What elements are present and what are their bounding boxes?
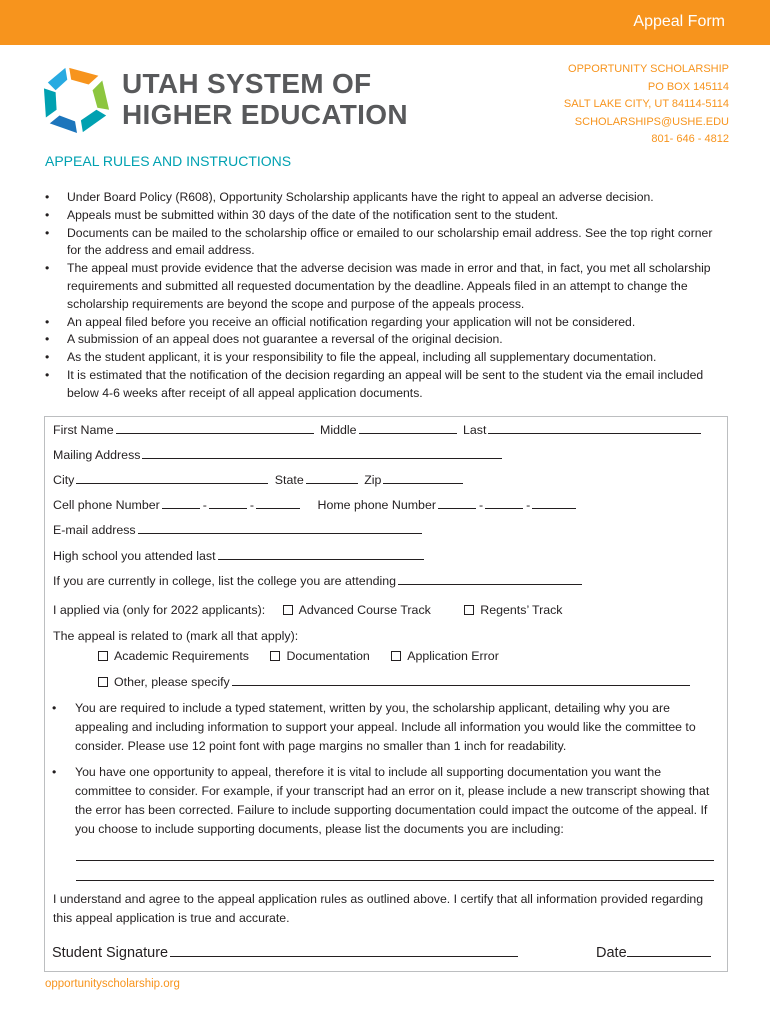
- organization-name: [122, 68, 408, 130]
- address-email[interactable]: SCHOLARSHIPS@USHE.EDU: [574, 115, 729, 128]
- last-name-label: Last: [463, 423, 487, 437]
- rule-item: • As the student applicant, it is your responsibility to file the appeal, including all supplementary documentation.: [45, 349, 725, 367]
- other-field[interactable]: [232, 674, 690, 686]
- phone-row: [53, 497, 579, 512]
- first-name-label: First Name: [53, 423, 114, 437]
- email-row: [53, 522, 425, 537]
- application-error-label: Application Error: [407, 649, 499, 663]
- documents-list-line[interactable]: [76, 860, 714, 861]
- mailing-address-row: [53, 447, 505, 462]
- academic-requirements-option[interactable]: [98, 649, 249, 663]
- cell-phone-line-field[interactable]: [256, 497, 300, 509]
- rule-item: • The appeal must provide evidence that the adverse decision was made in error and that, in fact, you met all scholarship requirements and submitted all requested documentation by the deadline. Appeals filed in an attempt to change the scholarship requirements are beyond the scope and purpose of the appeals process.: [45, 260, 725, 313]
- middle-name-label: Middle: [320, 423, 357, 437]
- documentation-option[interactable]: [270, 649, 369, 663]
- home-phone-line-field[interactable]: [532, 497, 576, 509]
- academic-requirements-label: Academic Requirements: [114, 649, 249, 663]
- cell-phone-label: Cell phone Number: [53, 498, 160, 512]
- home-phone-prefix-field[interactable]: [485, 497, 523, 509]
- documents-instructions: [52, 763, 716, 839]
- phone-separator: -: [202, 498, 207, 512]
- home-phone-label: Home phone Number: [317, 498, 436, 512]
- home-phone-area-field[interactable]: [438, 497, 476, 509]
- rule-item: • Appeals must be submitted within 30 days of the date of the notification sent to the student.: [45, 207, 725, 225]
- academic-requirements-checkbox[interactable]: [98, 651, 108, 661]
- other-label: Other, please specify: [114, 675, 230, 689]
- applied-via-row: [53, 603, 580, 617]
- advanced-course-track-option[interactable]: [283, 603, 431, 617]
- other-row: [98, 674, 693, 689]
- mailing-address-label: Mailing Address: [53, 448, 141, 462]
- phone-separator: -: [526, 498, 531, 512]
- mailing-address-field[interactable]: [142, 447, 502, 459]
- advanced-course-track-label: Advanced Course Track: [298, 603, 431, 617]
- header-bar: [0, 0, 770, 45]
- college-label: If you are currently in college, list the college you are attending: [53, 574, 397, 588]
- regents-track-option[interactable]: [464, 603, 562, 617]
- documentation-label: Documentation: [286, 649, 370, 663]
- state-label: State: [274, 473, 304, 487]
- rule-item: • Documents can be mailed to the scholarship office or emailed to our scholarship email address. See the top right corner for the address and email address.: [45, 225, 725, 261]
- college-row: [53, 573, 585, 588]
- address-program: OPPORTUNITY SCHOLARSHIP: [568, 63, 729, 75]
- certification-text: I understand and agree to the appeal application rules as outlined above. I certify that all information provided regarding this appeal application is true and accurate.: [53, 892, 704, 925]
- rule-item: • An appeal filed before you receive an official notification regarding your application will not be considered.: [45, 314, 725, 332]
- email-label: E-mail address: [53, 523, 136, 537]
- address-phone: 801- 646 - 4812: [651, 133, 729, 145]
- high-school-field[interactable]: [218, 548, 424, 560]
- rule-item: • It is estimated that the notification of the decision regarding an appeal will be sent to the student via the email included below 4-6 weeks after receipt of all appeal application documents.: [45, 367, 725, 403]
- zip-label: Zip: [364, 473, 382, 487]
- statement-instructions: [52, 699, 716, 756]
- cell-phone-area-field[interactable]: [162, 497, 200, 509]
- signature-label: Student Signature: [52, 945, 169, 961]
- organization-name-line1: UTAH SYSTEM OF: [122, 68, 372, 99]
- date-field[interactable]: [627, 943, 711, 957]
- high-school-label: High school you attended last: [53, 549, 216, 563]
- regents-track-checkbox[interactable]: [464, 605, 474, 615]
- college-field[interactable]: [398, 573, 582, 585]
- ushe-logo-icon: [42, 64, 112, 136]
- state-field[interactable]: [306, 472, 358, 484]
- city-label: City: [53, 473, 75, 487]
- city-state-zip-row: [53, 472, 466, 487]
- high-school-row: [53, 548, 427, 563]
- application-error-checkbox[interactable]: [391, 651, 401, 661]
- bullet: •: [52, 701, 57, 715]
- cell-phone-prefix-field[interactable]: [209, 497, 247, 509]
- advanced-course-track-checkbox[interactable]: [283, 605, 293, 615]
- address-city: SALT LAKE CITY, UT 84114-5114: [563, 98, 729, 110]
- phone-separator: -: [249, 498, 255, 512]
- name-row: [53, 422, 704, 437]
- signature-row: [52, 943, 521, 961]
- zip-field[interactable]: [383, 472, 463, 484]
- statement-instructions-text: You are required to include a typed statement, written by you, the scholarship applicant, detailing why you are appealing and including information to support your appeal. Include all information you would like the committee to consider. Please use 12 point font with page margins no smaller than 1 inch for readability.: [75, 701, 696, 753]
- related-to-label: The appeal is related to (mark all that apply):: [53, 629, 299, 643]
- email-field[interactable]: [138, 522, 422, 534]
- signature-field[interactable]: [170, 943, 518, 957]
- date-label: Date: [596, 945, 627, 961]
- city-field[interactable]: [76, 472, 268, 484]
- address-po-box: PO BOX 145114: [647, 80, 729, 93]
- date-row: [596, 943, 714, 961]
- application-error-option[interactable]: [391, 649, 499, 663]
- documentation-checkbox[interactable]: [270, 651, 280, 661]
- other-checkbox[interactable]: [98, 677, 108, 687]
- last-name-field[interactable]: [488, 422, 701, 434]
- contact-address: [564, 61, 729, 149]
- documents-instructions-text: You have one opportunity to appeal, therefore it is vital to include all supporting documentation you want the committee to consider. For example, if your transcript had an error on it, please include a new transcript showing that the error has been corrected. Failure to include supporting documentation could impact the outcome of the appeal. If you choose to include supporting documents, please list the documents you are including:: [75, 765, 710, 836]
- form-title: Appeal Form: [633, 13, 725, 30]
- documents-list-line[interactable]: [76, 880, 714, 881]
- applied-via-label: I applied via (only for 2022 applicants):: [53, 603, 266, 617]
- rules-heading: APPEAL RULES AND INSTRUCTIONS: [45, 153, 292, 169]
- middle-name-field[interactable]: [359, 422, 457, 434]
- rule-item: • Under Board Policy (R608), Opportunity Scholarship applicants have the right to appeal an adverse decision.: [45, 189, 725, 207]
- first-name-field[interactable]: [116, 422, 314, 434]
- regents-track-label: Regents’ Track: [480, 603, 563, 617]
- rule-item: • A submission of an appeal does not guarantee a reversal of the original decision.: [45, 331, 725, 349]
- rules-list: [45, 189, 725, 403]
- organization-name-line2: HIGHER EDUCATION: [122, 99, 408, 130]
- related-options-row: [98, 649, 517, 663]
- footer-website-link[interactable]: opportunityscholarship.org: [45, 978, 180, 990]
- bullet: •: [52, 765, 57, 779]
- phone-separator: -: [478, 498, 484, 512]
